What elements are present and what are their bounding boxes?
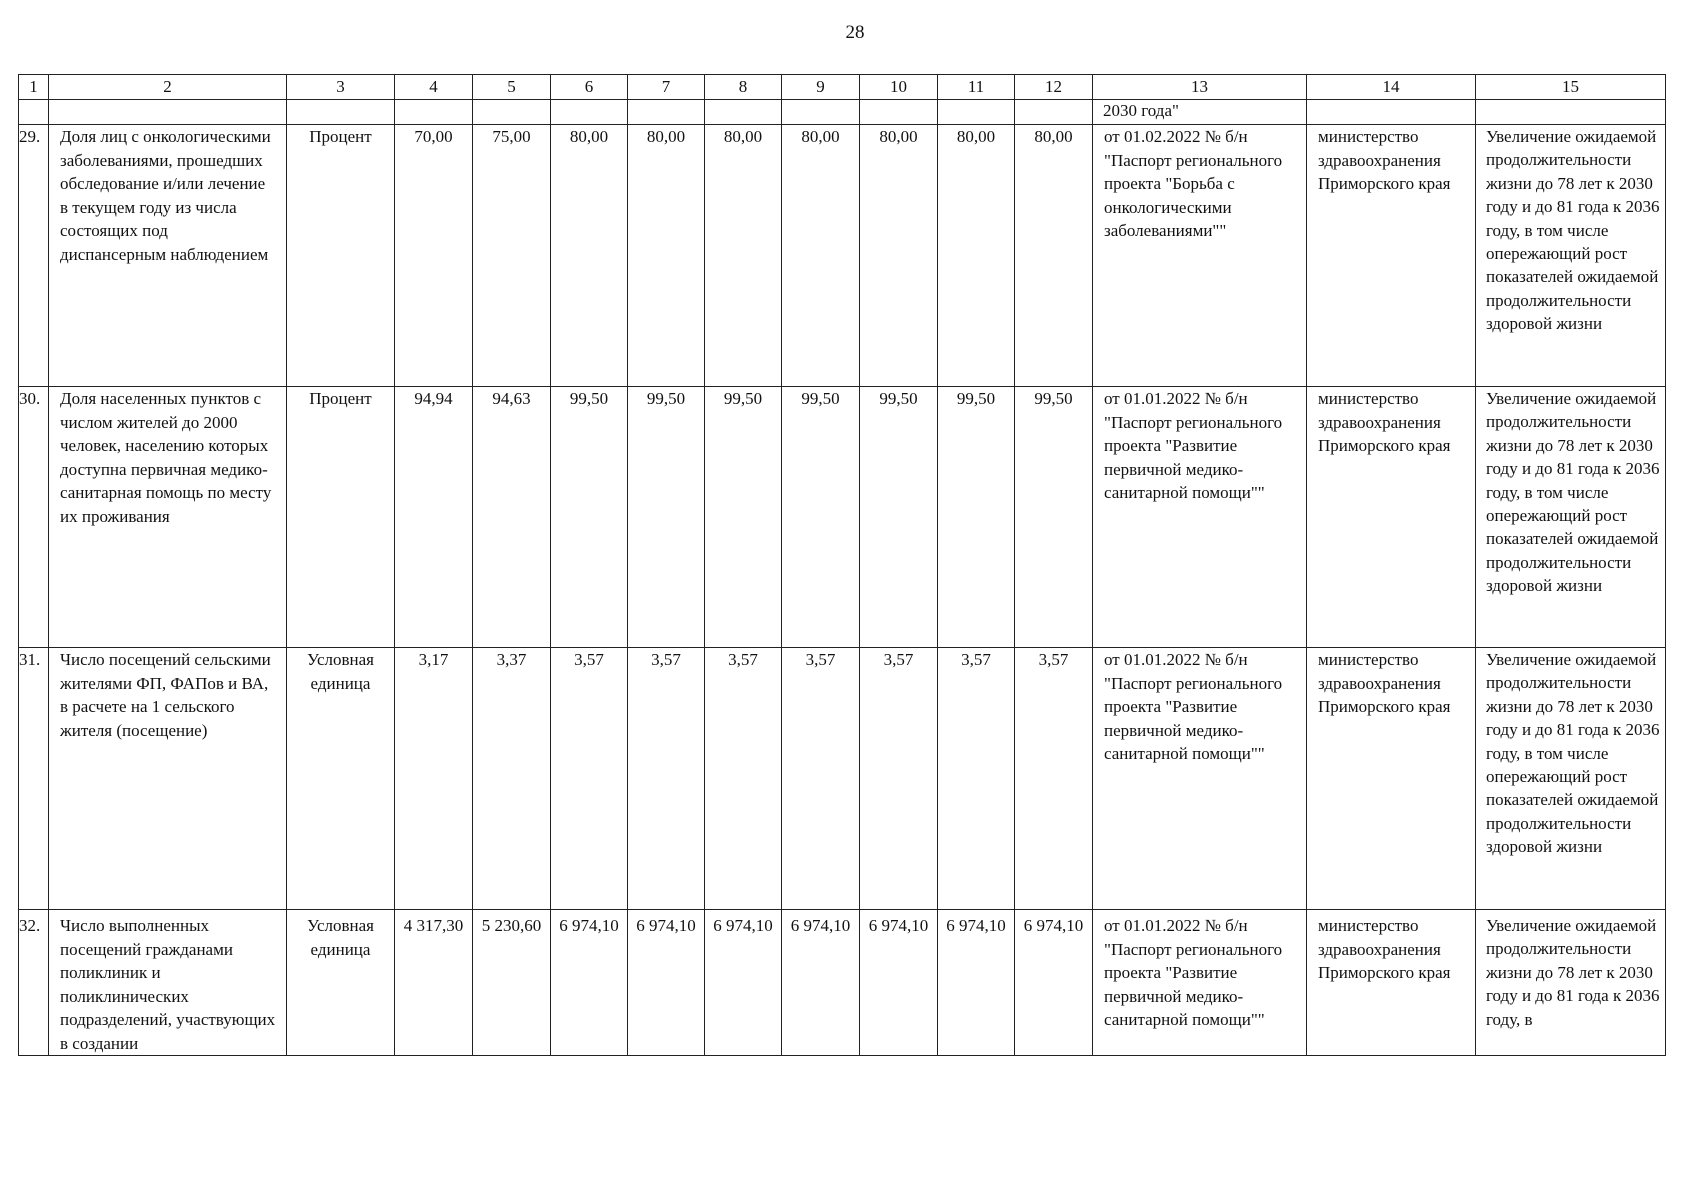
- value-cell: 70,00: [395, 125, 473, 387]
- continuation-row: [19, 100, 1666, 125]
- col-num: 11: [938, 75, 1015, 100]
- row-number: 31.: [19, 648, 49, 910]
- value-cell: 3,37: [473, 648, 551, 910]
- value-cell: 99,50: [860, 387, 938, 648]
- col-num: 6: [551, 75, 628, 100]
- col-num: 15: [1476, 75, 1666, 100]
- unit-cell: Условная единица: [287, 910, 395, 1056]
- value-cell: 94,63: [473, 387, 551, 648]
- indicator-name: Доля населенных пунктов с числом жителей до 2000 человек, населению которых доступна первичная медико-санитарная помощь по месту их проживания: [49, 387, 287, 648]
- col-num: 10: [860, 75, 938, 100]
- col-num: 1: [19, 75, 49, 100]
- table-row: [19, 910, 1666, 1056]
- row-number: 30.: [19, 387, 49, 648]
- value-cell: 6 974,10: [551, 910, 628, 1056]
- value-cell: 80,00: [705, 125, 782, 387]
- row-number: 29.: [19, 125, 49, 387]
- value-cell: 6 974,10: [1015, 910, 1093, 1056]
- value-cell: 80,00: [782, 125, 860, 387]
- value-cell: 3,57: [1015, 648, 1093, 910]
- value-cell: 5 230,60: [473, 910, 551, 1056]
- goal-text: Увеличение ожидаемой продолжительности жизни до 78 лет к 2030 году и до 81 года к 2036 году, в: [1476, 910, 1666, 1056]
- col-num: 7: [628, 75, 705, 100]
- responsible-org: министерство здравоохранения Приморского края: [1307, 125, 1476, 387]
- unit-cell: Процент: [287, 125, 395, 387]
- col-num: 4: [395, 75, 473, 100]
- col-num: 3: [287, 75, 395, 100]
- source-document: от 01.01.2022 № б/н "Паспорт регионального проекта "Развитие первичной медико-санитарной помощи"": [1093, 910, 1307, 1056]
- responsible-org: министерство здравоохранения Приморского края: [1307, 910, 1476, 1056]
- value-cell: 75,00: [473, 125, 551, 387]
- value-cell: 3,57: [938, 648, 1015, 910]
- value-cell: 80,00: [551, 125, 628, 387]
- table-row: [19, 648, 1666, 910]
- value-cell: 80,00: [1015, 125, 1093, 387]
- value-cell: 3,17: [395, 648, 473, 910]
- value-cell: 80,00: [938, 125, 1015, 387]
- col-num: 12: [1015, 75, 1093, 100]
- col-num: 2: [49, 75, 287, 100]
- source-document: от 01.02.2022 № б/н "Паспорт регионального проекта "Борьба с онкологическими заболеваниями"": [1093, 125, 1307, 387]
- value-cell: 3,57: [782, 648, 860, 910]
- value-cell: 3,57: [628, 648, 705, 910]
- table-row: [19, 125, 1666, 387]
- page-number: 28: [845, 22, 865, 43]
- value-cell: 6 974,10: [938, 910, 1015, 1056]
- value-cell: 99,50: [628, 387, 705, 648]
- unit-cell: Условная единица: [287, 648, 395, 910]
- value-cell: 4 317,30: [395, 910, 473, 1056]
- value-cell: 99,50: [551, 387, 628, 648]
- value-cell: 99,50: [705, 387, 782, 648]
- value-cell: 6 974,10: [782, 910, 860, 1056]
- responsible-org: министерство здравоохранения Приморского края: [1307, 648, 1476, 910]
- indicator-name: Доля лиц с онкологическими заболеваниями, прошедших обследование и/или лечение в текущем году из числа состоящих под диспансерным наблюдением: [49, 125, 287, 387]
- goal-text: Увеличение ожидаемой продолжительности жизни до 78 лет к 2030 году и до 81 года к 2036 году, в том числе опережающий рост показателей ожидаемой продолжительности здоровой жизни: [1476, 125, 1666, 387]
- unit-cell: Процент: [287, 387, 395, 648]
- column-number-row: [19, 75, 1666, 100]
- value-cell: 99,50: [782, 387, 860, 648]
- col-num: 13: [1093, 75, 1307, 100]
- goal-text: Увеличение ожидаемой продолжительности жизни до 78 лет к 2030 году и до 81 года к 2036 году, в том числе опережающий рост показателей ожидаемой продолжительности здоровой жизни: [1476, 648, 1666, 910]
- col-num: 5: [473, 75, 551, 100]
- col-num: 8: [705, 75, 782, 100]
- table-row: [19, 387, 1666, 648]
- col-num: 14: [1307, 75, 1476, 100]
- responsible-org: министерство здравоохранения Приморского края: [1307, 387, 1476, 648]
- value-cell: 6 974,10: [860, 910, 938, 1056]
- value-cell: 6 974,10: [705, 910, 782, 1056]
- value-cell: 94,94: [395, 387, 473, 648]
- value-cell: 80,00: [628, 125, 705, 387]
- goal-text: Увеличение ожидаемой продолжительности жизни до 78 лет к 2030 году и до 81 года к 2036 году, в том числе опережающий рост показателей ожидаемой продолжительности здоровой жизни: [1476, 387, 1666, 648]
- continued-source-text: 2030 года": [1093, 100, 1307, 125]
- source-document: от 01.01.2022 № б/н "Паспорт регионального проекта "Развитие первичной медико-санитарной помощи"": [1093, 648, 1307, 910]
- col-num: 9: [782, 75, 860, 100]
- value-cell: 3,57: [551, 648, 628, 910]
- value-cell: 3,57: [705, 648, 782, 910]
- indicator-name: Число посещений сельскими жителями ФП, ФАПов и ВА, в расчете на 1 сельского жителя (посещение): [49, 648, 287, 910]
- value-cell: 99,50: [1015, 387, 1093, 648]
- source-document: от 01.01.2022 № б/н "Паспорт регионального проекта "Развитие первичной медико-санитарной помощи"": [1093, 387, 1307, 648]
- value-cell: 6 974,10: [628, 910, 705, 1056]
- indicator-name: Число выполненных посещений гражданами поликлиник и поликлинических подразделений, участвующих в создании: [49, 910, 287, 1056]
- value-cell: 99,50: [938, 387, 1015, 648]
- value-cell: 3,57: [860, 648, 938, 910]
- row-number: 32.: [19, 910, 49, 1056]
- value-cell: 80,00: [860, 125, 938, 387]
- indicators-table: [18, 74, 1666, 1056]
